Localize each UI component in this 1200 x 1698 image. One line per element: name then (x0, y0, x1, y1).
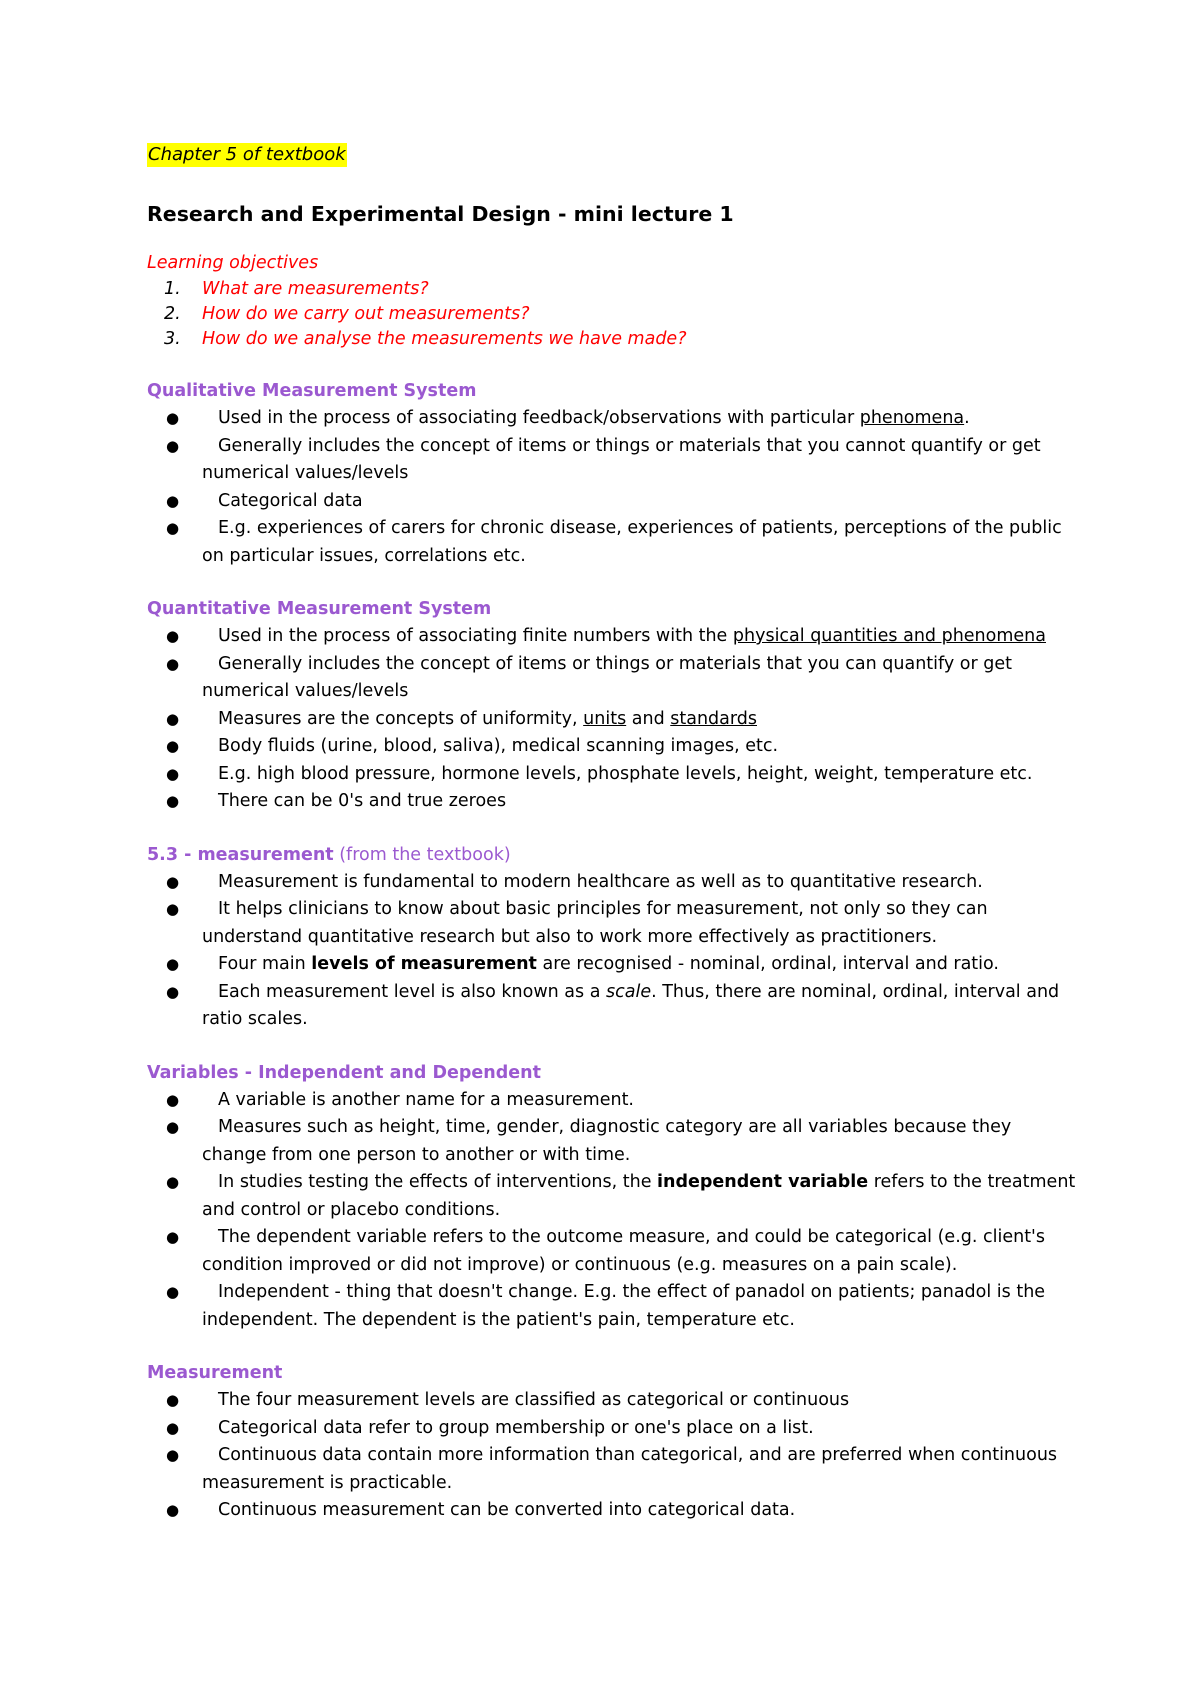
measurement-heading: Measurement (147, 1363, 283, 1383)
bullet-icon: ● (166, 491, 180, 510)
list-item (147, 515, 1077, 570)
bullet-icon: ● (166, 709, 180, 728)
list-item (147, 1224, 1077, 1279)
list-item (147, 1114, 1077, 1169)
list-text: How do we analyse the measurements we have made? (202, 329, 687, 349)
bullet-text: Measures are the concepts of uniformity, (218, 708, 584, 729)
bullet-text: Continuous data contain more information than categorical, and are preferred when continuous measurement is practicable. (202, 1445, 1058, 1493)
learning-objectives-heading: Learning objectives (147, 252, 319, 273)
bullet-text: Body fluids (urine, blood, saliva), medical scanning images, etc. (218, 736, 779, 756)
bullet-icon: ● (166, 1090, 180, 1109)
underlined-term: phenomena (859, 408, 965, 428)
bullet-icon: ● (166, 1283, 180, 1301)
bullet-icon: ● (166, 654, 180, 673)
bullet-icon: ● (166, 1118, 180, 1136)
bullet-icon: ● (166, 1418, 180, 1437)
variables-heading: Variables - Independent and Dependent (147, 1062, 541, 1083)
chapter-note-line (147, 142, 1077, 170)
document-title: Research and Experimental Design - mini lecture 1 (147, 201, 734, 226)
bullet-icon: ● (166, 1446, 180, 1464)
bullet-icon: ● (166, 737, 180, 755)
bullet-icon: ● (166, 764, 180, 783)
bold-term: independent variable (657, 1172, 869, 1192)
bullet-icon: ● (166, 1228, 180, 1246)
list-item (147, 1169, 1077, 1224)
list-item (147, 1087, 1077, 1115)
bullet-text: Measures such as height, time, gender, diagnostic category are all variables because they change from one person to another or with time. (202, 1117, 1012, 1165)
list-number: 2. (164, 304, 181, 324)
measurement-bullets (147, 1387, 1077, 1525)
bullet-text: refers to the treatment and control or placebo conditions. (202, 1172, 1076, 1220)
list-item (147, 302, 1077, 327)
list-item (147, 733, 1077, 761)
bullet-text: Four main (218, 954, 312, 974)
measurement-53-heading (147, 842, 1077, 869)
bullet-text: and (626, 708, 671, 729)
bullet-text: Categorical data refer to group membership or one's place on a list. (218, 1417, 814, 1438)
list-item (147, 1387, 1077, 1415)
list-number: 3. (164, 329, 181, 349)
bullet-icon: ● (166, 792, 180, 810)
list-item (147, 979, 1077, 1034)
bullet-text: are recognised - nominal, ordinal, interval and ratio. (536, 954, 999, 974)
measurement-53-bullets (147, 869, 1077, 1034)
italic-term: scale (606, 981, 652, 1002)
bullet-text: Used in the process of associating feedback/observations with particular (218, 408, 860, 428)
bullet-text: Used in the process of associating finite numbers with the (218, 626, 733, 646)
underlined-term: units (583, 708, 627, 729)
chapter-note: Chapter 5 of textbook (148, 144, 346, 165)
bullet-text: In studies testing the effects of interventions, the (218, 1172, 658, 1192)
list-item (147, 951, 1077, 979)
quantitative-bullets (147, 623, 1077, 816)
list-item (147, 327, 1077, 352)
bullet-icon: ● (166, 436, 180, 455)
qualitative-heading: Qualitative Measurement System (147, 381, 477, 401)
bullet-text: It helps clinicians to know about basic principles for measurement, not only so they can understand quantitative research but also to work more effectively as practitioners. (202, 899, 988, 947)
bullet-text: Independent - thing that doesn't change. E.g. the effect of panadol on patients; panadol is the independent. The dependent is the patient's pain, temperature etc. (202, 1282, 1046, 1330)
list-text: What are measurements? (202, 279, 429, 299)
bullet-text: Generally includes the concept of items or things or materials that you cannot quantify or get numerical values/levels (202, 435, 1041, 483)
bullet-icon: ● (166, 872, 180, 891)
bullet-text: There can be 0's and true zeroes (218, 791, 507, 811)
bullet-text: The four measurement levels are classified as categorical or continuous (218, 1390, 850, 1410)
list-item (147, 1415, 1077, 1443)
heading-bold-part: 5.3 - measurement (147, 844, 334, 865)
quantitative-heading: Quantitative Measurement System (147, 599, 492, 619)
qualitative-bullets (147, 405, 1077, 570)
bullet-icon: ● (166, 955, 180, 973)
bullet-text: E.g. experiences of carers for chronic disease, experiences of patients, perceptions of the public on particular issues, correlations etc. (202, 518, 1062, 566)
bullet-icon: ● (166, 1391, 180, 1409)
variables-bullets (147, 1087, 1077, 1335)
list-text: How do we carry out measurements? (202, 304, 530, 324)
bullet-icon: ● (166, 1501, 180, 1519)
bullet-icon: ● (166, 627, 180, 645)
document-page (147, 142, 1077, 1525)
list-item (147, 1442, 1077, 1497)
list-item (147, 761, 1077, 789)
bullet-text: . Thus, there are nominal, ordinal, interval and ratio scales. (202, 981, 1060, 1029)
list-number: 1. (164, 279, 181, 299)
list-item (147, 488, 1077, 516)
bullet-icon: ● (166, 982, 180, 1001)
bullet-icon: ● (166, 900, 180, 918)
bullet-icon: ● (166, 519, 180, 537)
bullet-text: Categorical data (218, 490, 363, 511)
bullet-icon: ● (166, 409, 180, 427)
list-item (147, 405, 1077, 433)
bullet-text: Each measurement level is also known as a (218, 981, 606, 1002)
list-item (147, 1497, 1077, 1525)
list-item (147, 788, 1077, 816)
bullet-text: The dependent variable refers to the outcome measure, and could be categorical (e.g. client's condition improved or did not improve) or continuous (e.g. measures on a pain scale). (202, 1227, 1045, 1275)
bullet-text: Continuous measurement can be converted into categorical data. (218, 1500, 796, 1520)
bullet-text: Generally includes the concept of items or things or materials that you can quantify or get numerical values/levels (202, 653, 1012, 701)
underlined-term: physical quantities and phenomena (732, 626, 1046, 646)
list-item (147, 869, 1077, 897)
list-item (147, 1279, 1077, 1334)
underlined-term: standards (670, 708, 757, 729)
bullet-text: E.g. high blood pressure, hormone levels, phosphate levels, height, weight, temperature etc. (218, 763, 1033, 784)
list-item (147, 706, 1077, 734)
bullet-text: Measurement is fundamental to modern healthcare as well as to quantitative research. (218, 871, 983, 892)
bullet-text: . (964, 408, 970, 428)
heading-rest-part: (from the textbook) (333, 844, 511, 865)
bullet-icon: ● (166, 1173, 180, 1191)
list-item (147, 651, 1077, 706)
list-item (147, 433, 1077, 488)
list-item (147, 277, 1077, 302)
bold-term: levels of measurement (311, 954, 537, 974)
bullet-text: A variable is another name for a measurement. (218, 1089, 634, 1110)
list-item (147, 896, 1077, 951)
learning-objectives-list (147, 277, 1077, 352)
list-item (147, 623, 1077, 651)
